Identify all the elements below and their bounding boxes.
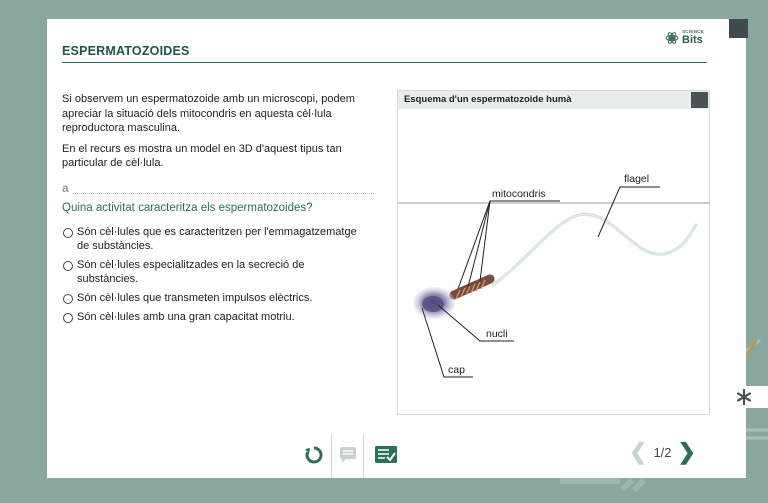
checklist-button[interactable] [373, 444, 399, 466]
flagel-leader [598, 187, 660, 237]
option-label: Són cèl·lules especialitzades en la secreció de substàncies. [77, 259, 305, 285]
label-cap: cap [448, 364, 465, 376]
answer-option-2[interactable] [63, 258, 363, 286]
option-label: Són cèl·lules que transmeten impulsos elèctrics. [77, 292, 313, 304]
sperm-illustration [398, 109, 709, 414]
activity-section-marker [62, 182, 374, 194]
answer-option-4[interactable] [63, 310, 363, 324]
activity-letter: a [62, 181, 69, 195]
answer-option-3[interactable] [63, 291, 363, 305]
bottom-toolbar [47, 434, 746, 478]
toolbar-divider [363, 434, 364, 478]
page-indicator: 1/2 [653, 444, 672, 460]
option-label: Són cèl·lules que es caracteritzen per l'emmagatzematge de substàncies. [77, 226, 357, 252]
radio-button[interactable] [63, 313, 73, 323]
flagellum [493, 214, 696, 285]
sperm-diagram[interactable] [397, 90, 710, 415]
comment-button[interactable] [337, 444, 359, 466]
title-divider [62, 62, 707, 63]
mitocondris-leader-2 [468, 201, 490, 287]
science-bits-logo [665, 30, 704, 46]
answer-options [63, 225, 363, 329]
midpiece-mitochondria [454, 279, 490, 299]
radio-button[interactable] [63, 294, 73, 304]
logo-big-text: Bits [682, 33, 703, 46]
toolbar-divider [331, 434, 332, 478]
radio-button[interactable] [63, 228, 73, 238]
figure-title: Esquema d'un espermatozoide humà [404, 94, 572, 105]
option-label: Són cèl·lules amb una gran capacitat motriu. [77, 311, 295, 323]
reset-icon [304, 445, 324, 465]
answer-option-1[interactable] [63, 225, 363, 253]
label-mitocondris: mitocondris [492, 188, 546, 200]
comment-icon [338, 445, 358, 465]
mitocondris-leader-3 [480, 201, 560, 281]
logo-small-text: SCIENCE [682, 29, 705, 34]
intro-paragraph-1: Si observem un espermatozoide amb un microscopi, podem apreciar la situació dels mitocondris en aquesta cèl·lula reproductora masculina. [62, 93, 355, 134]
sperm-nucleus [422, 296, 444, 312]
mitocondris-leader-1 [458, 201, 490, 289]
corner-tab[interactable] [729, 19, 748, 38]
content-card [47, 19, 746, 478]
atom-icon [665, 31, 679, 45]
label-flagel: flagel [624, 173, 650, 185]
side-tab-button[interactable] [724, 386, 768, 408]
figure-header [398, 91, 709, 109]
flagellum-core [493, 214, 696, 285]
question-text: Quina activitat caracteritza els espermatozoides? [62, 202, 313, 214]
label-nucli: nucli [486, 328, 508, 340]
reset-button[interactable] [303, 444, 325, 466]
page-title: ESPERMATOZOIDES [62, 44, 190, 58]
checklist-icon [374, 445, 398, 465]
radio-button[interactable] [63, 261, 73, 271]
expand-button[interactable] [691, 92, 708, 108]
intro-paragraph-2: En el recurs es mostra un model en 3D d'aquest tipus tan particular de cèl·lula. [62, 142, 342, 169]
next-page-arrow[interactable]: ❯ [677, 439, 696, 464]
section-dotted-line [73, 183, 374, 194]
pager [629, 441, 696, 463]
previous-page-arrow[interactable]: ❮ [629, 439, 648, 464]
intro-text [62, 92, 380, 177]
